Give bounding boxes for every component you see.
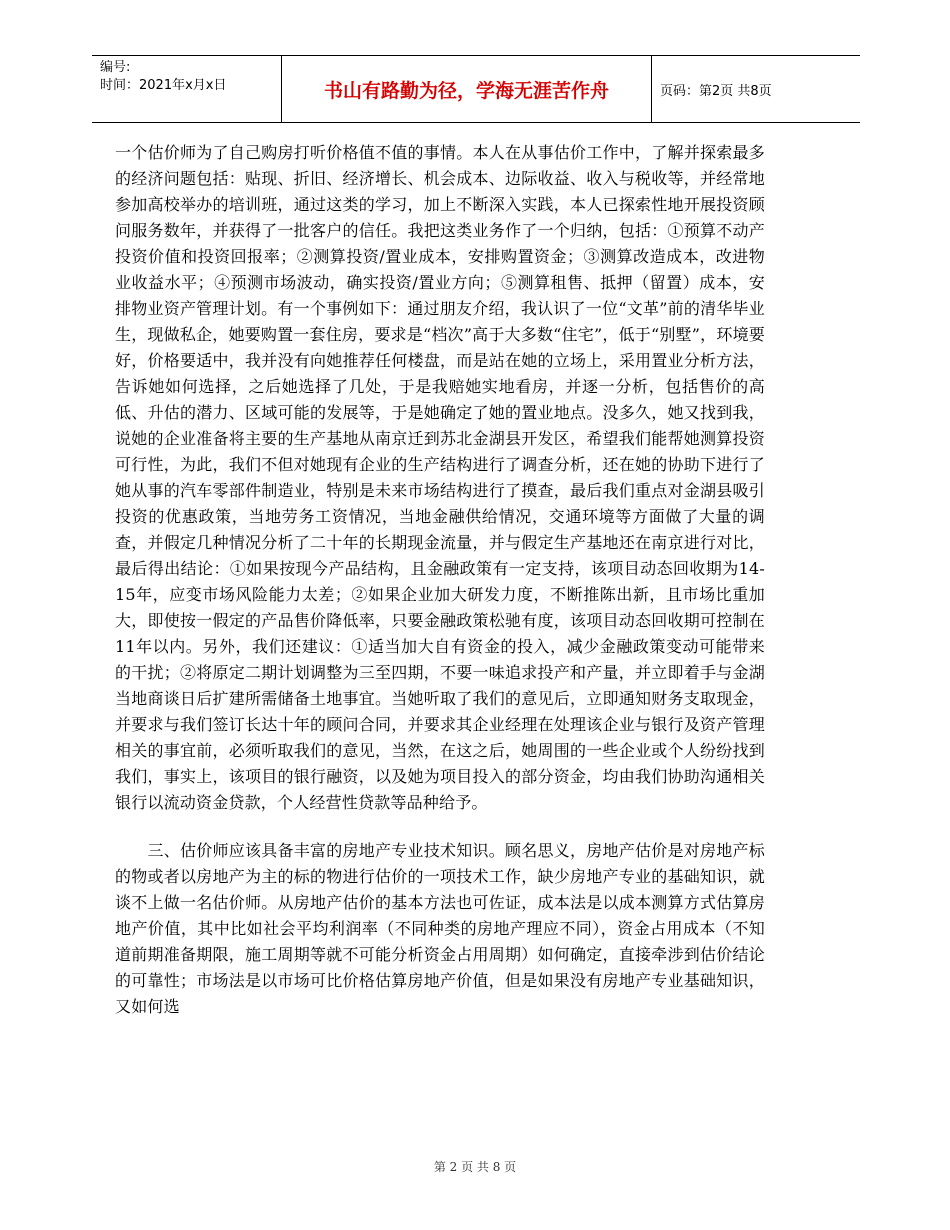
page-footer: 第 2 页 共 8 页	[433, 1160, 517, 1174]
document-date: 时间：2021年x月x日	[100, 78, 227, 93]
document-number-label: 编号:	[100, 60, 131, 75]
header-motto: 书山有路勤为径，学海无涯苦作舟	[282, 56, 652, 122]
header-meta	[92, 56, 282, 122]
body-paragraph: 三、估价师应该具备丰富的房地产专业技术知识。顾名思义，房地产估价是对房地产标的物或者以房地产为主的标的物进行估价的一项技术工作，缺少房地产专业的基础知识，就谈不上做一名估价师。从房地产估价的基本方法也可佐证，成本法是以成本测算方式估算房地产价值，其中比如社会平均利润率（不同种类的房地产理应不同），资金占用成本（不知道前期准备期限，施工周期等就不可能分析资金占用周期）如何确定，直接牵涉到估价结论的可靠性；市场法是以市场可比价格估算房地产价值，但是如果没有房地产专业基础知识，又如何选	[115, 841, 765, 1016]
page-header	[92, 55, 860, 123]
header-page-info: 页码：第2页 共8页	[660, 83, 772, 99]
body-paragraph: 一个估价师为了自己购房打听价格值不值的事情。本人在从事估价工作中，了解并探索最多的经济问题包括：贴现、折旧、经济增长、机会成本、边际收益、收入与税收等，并经常地参加高校举办的培训班，通过这类的学习，加上不断深入实践，本人已探索性地开展投资顾问服务数年，并获得了一批客户的信任。我把这类业务作了一个归纳，包括：①预算不动产投资价值和投资回报率；②测算投资/置业成本，安排购置资金；③测算改造成本，改进物业收益水平；④预测市场波动，确实投资/置业方向；⑤测算租售、抵押（留置）成本，安排物业资产管理计划。有一个事例如下：通过朋友介绍，我认识了一位“文革”前的清华毕业生，现做私企，她要购置一套住房，要求是“档次”高于大多数“住宅”，低于“别墅”，环境要好，价格要适中，我并没有向她推荐任何楼盘，而是站在她的立场上，采用置业分析方法，告诉她如何选择，之后她选择了几处，于是我赔她实地看房，并逐一分析，包括售价的高低、升估的潜力、区域可能的发展等，于是她确定了她的置业地点。没多久，她又找到我，说她的企业准备将主要的生产基地从南京迁到苏北金湖县开发区，希望我们能帮她测算投资可行性，为此，我们不但对她现有企业的生产结构进行了调查分析，还在她的协助下进行了她从事的汽车零部件制造业，特别是未来市场结构进行了摸查，最后我们重点对金湖县吸引投资的优惠政策，当地劳务工资情况，当地金融供给情况，交通环境等方面做了大量的调查，并假定几种情况分析了二十年的长期现金流量，并与假定生产基地还在南京进行对比，最后得出结论：①如果按现今产品结构，且金融政策有一定支持，该项目动态回收期为14-15年，应变市场风险能力太差；②如果企业加大研发力度，不断推陈出新，且市场比重加大，即使按一假定的产品售价降低率，只要金融政策松驰有度，该项目动态回收期可控制在11年以内。另外，我们还建议：①适当加大自有资金的投入，减少金融政策变动可能带来的干扰；②将原定二期计划调整为三至四期，不要一味追求投产和产量，并立即着手与金湖当地商谈日后扩建所需储备土地事宜。当她听取了我们的意见后，立即通知财务支取现金，并要求与我们签订长达十年的顾问合同，并要求其企业经理在处理该企业与银行及资产管理相关的事宜前，必须听取我们的意见，当然，在这之后，她周围的一些企业或个人纷纷找到我们，事实上，该项目的银行融资，以及她为项目投入的部分资金，均由我们协助沟通相关银行以流动资金贷款，个人经营性贷款等品种给予。	[115, 143, 765, 812]
document-body	[115, 140, 765, 1020]
